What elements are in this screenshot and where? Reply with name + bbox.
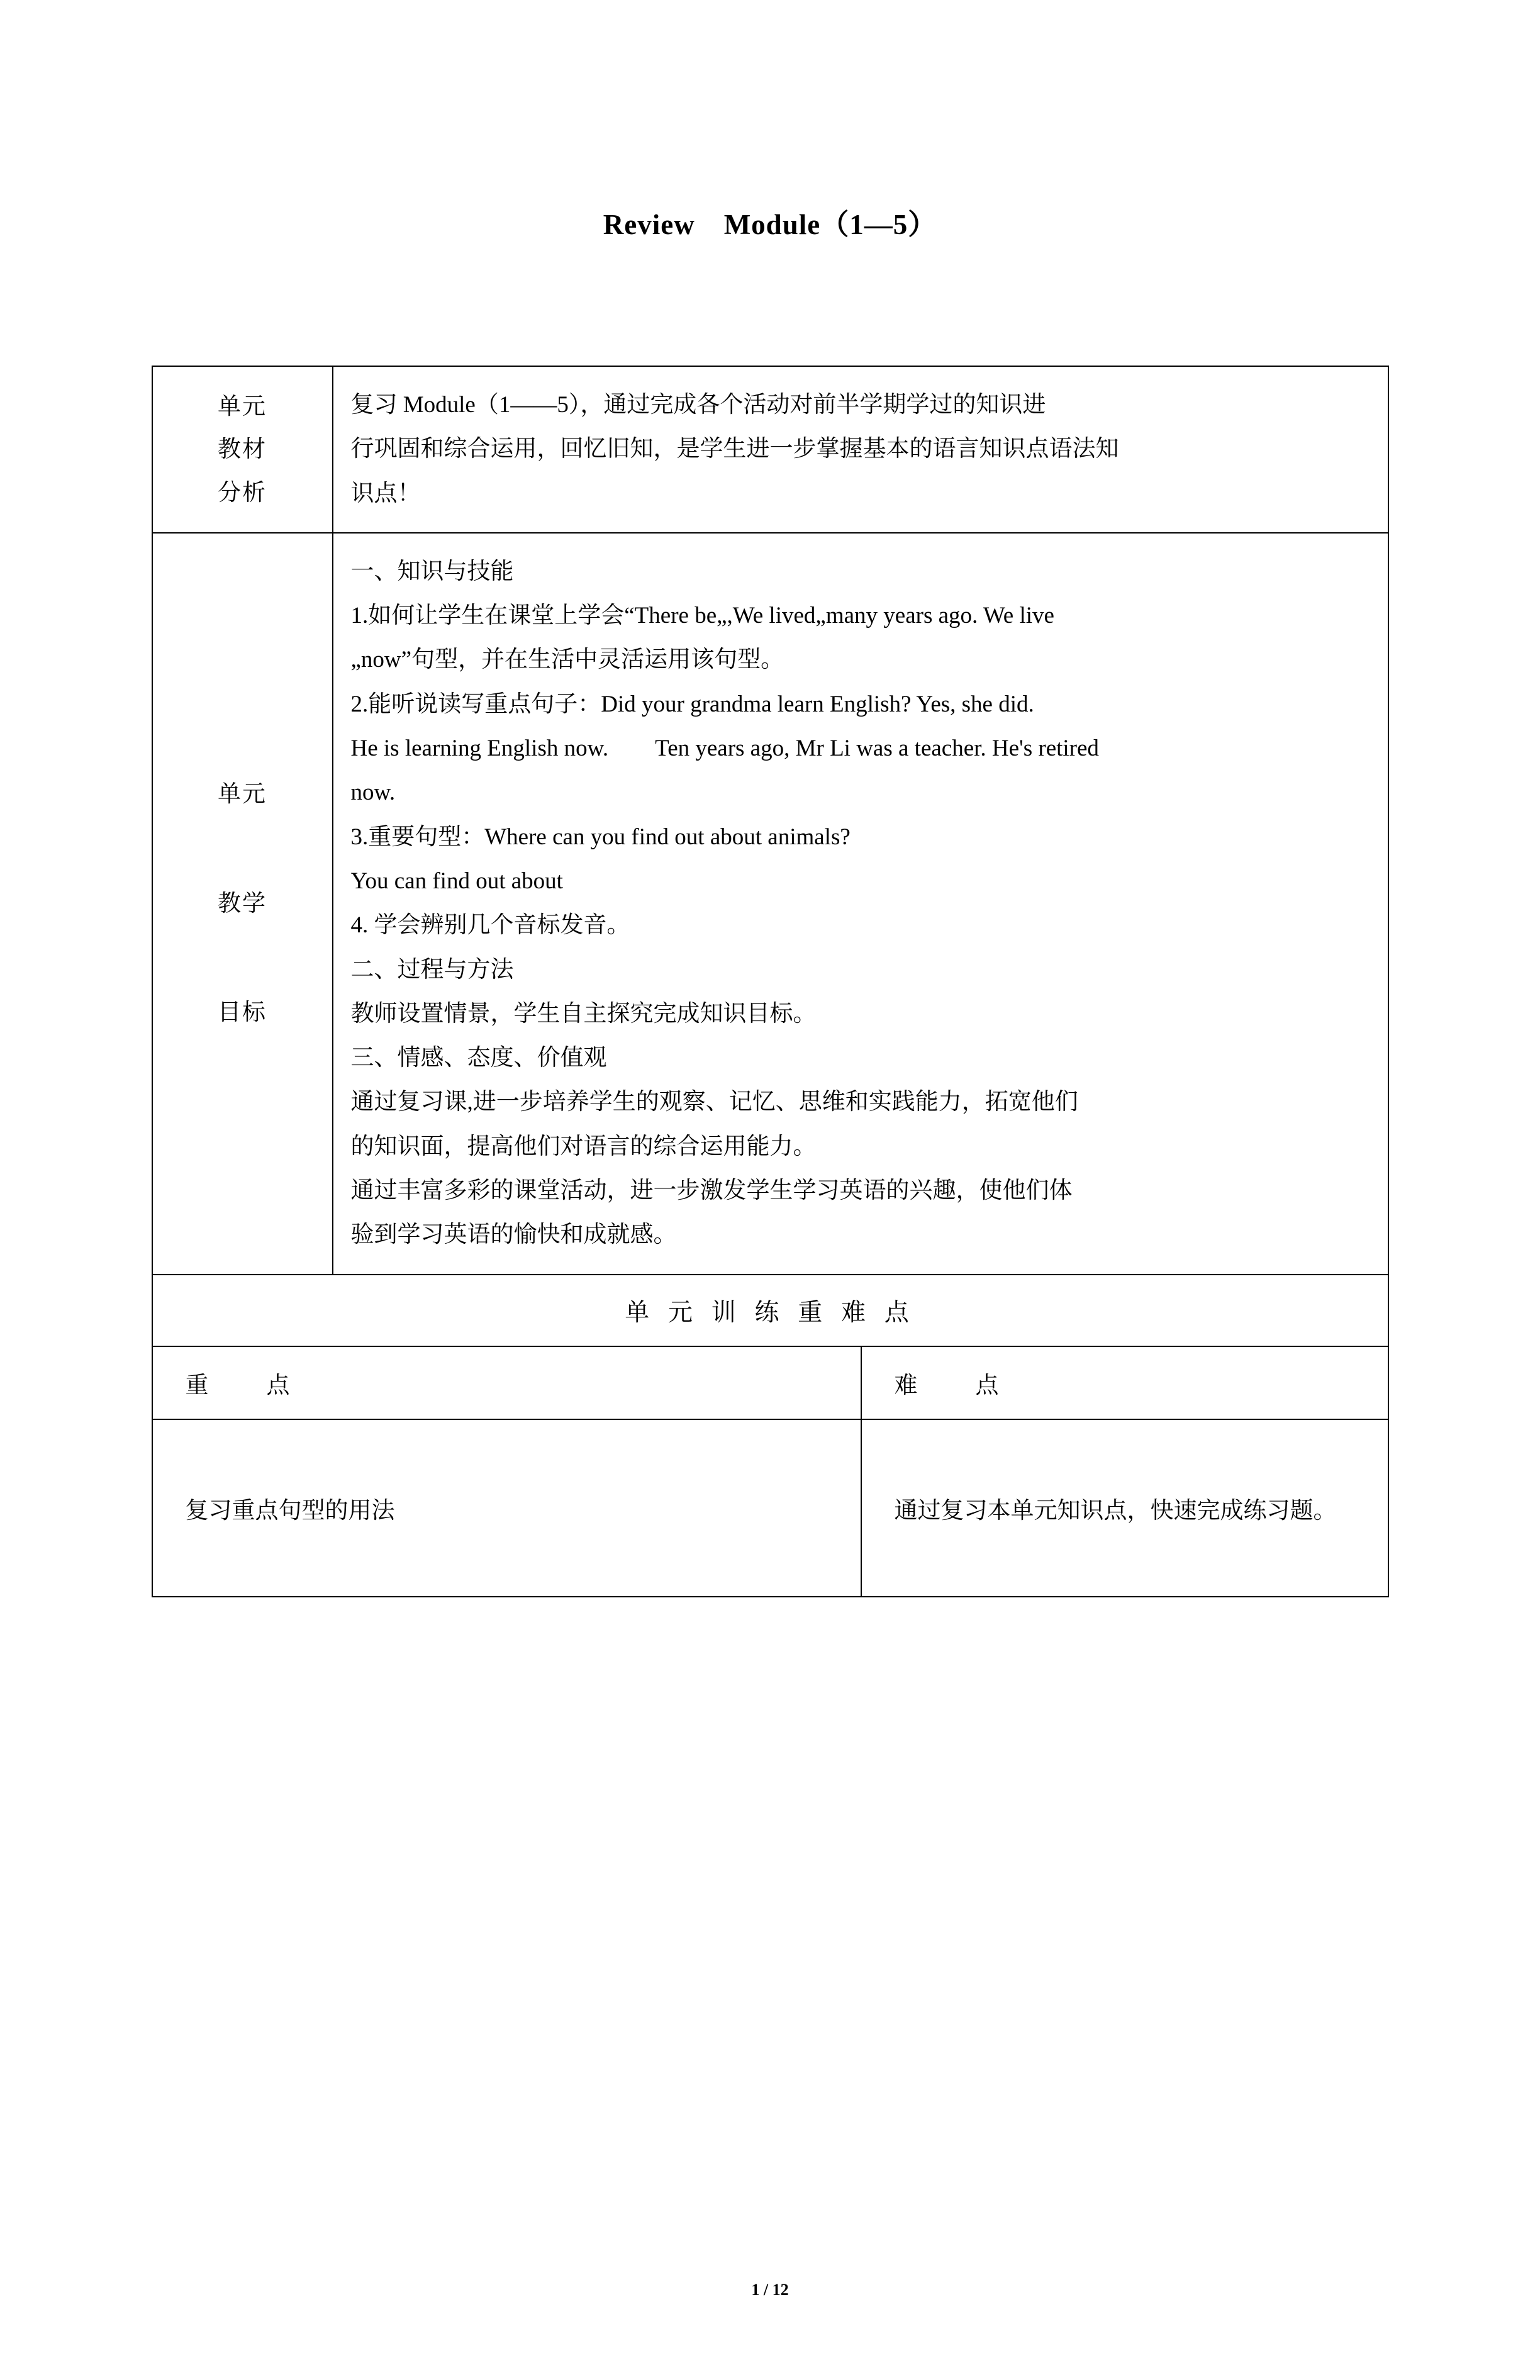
- label-line: 目标: [218, 999, 267, 1025]
- paragraph: 1.如何让学生在课堂上学会“There be„,We lived„many years ago. We live: [350, 603, 1054, 629]
- paragraph: You can find out about: [350, 868, 563, 894]
- paragraph: 行巩固和综合运用，回忆旧知，是学生进一步掌握基本的语言知识点语法知: [350, 436, 1119, 462]
- table-row-subheaders: [152, 1346, 1388, 1419]
- paragraph: 一、知识与技能: [350, 558, 514, 584]
- paragraph: He is learning English now. Ten years ago, Mr Li was a teacher. He's retired: [350, 735, 1099, 762]
- paragraph: 教师设置情景，学生自主探究完成知识目标。: [350, 1000, 817, 1027]
- label-line: 单元: [218, 394, 267, 420]
- paragraph: 复习 Module（1——5），通过完成各个活动对前半学期学过的知识进: [350, 392, 1046, 418]
- paragraph: now.: [350, 779, 396, 806]
- paragraph: 的知识面，提高他们对语言的综合运用能力。: [350, 1133, 817, 1159]
- row-label-objectives: [152, 533, 333, 1275]
- paragraph: 通过复习课,进一步培养学生的观察、记忆、思维和实践能力，拓宽他们: [350, 1089, 1078, 1115]
- label-line: 教学: [218, 890, 267, 917]
- row-content-objectives: [333, 533, 1388, 1275]
- page-title: Review Module（1—5）: [603, 209, 937, 240]
- section-header-training-points: 单 元 训 练 重 难 点: [152, 1275, 1388, 1346]
- table-row-subbodies: [152, 1419, 1388, 1597]
- table-row-objectives: [152, 533, 1388, 1275]
- label-line: 单元: [218, 781, 267, 808]
- body-difficult-point: 通过复习本单元知识点，快速完成练习题。: [861, 1419, 1388, 1597]
- label-line: 分析: [218, 479, 267, 506]
- document-page: [0, 201, 1540, 2380]
- paragraph: 通过丰富多彩的课堂活动，进一步激发学生学习英语的兴趣，使他们体: [350, 1178, 1073, 1204]
- paragraph: „now”句型，并在生活中灵活运用该句型。: [350, 647, 784, 673]
- row-content-textbook-analysis: [333, 366, 1388, 533]
- lesson-plan-table: [152, 366, 1389, 1597]
- paragraph: 验到学习英语的愉快和成就感。: [350, 1222, 677, 1248]
- paragraph: 三、情感、态度、价值观: [350, 1045, 607, 1071]
- paragraph: 2.能听说读写重点句子：Did your grandma learn English? Yes, she did.: [350, 691, 1034, 717]
- subheader-key-point: 重 点: [152, 1346, 861, 1419]
- label-line: 教材: [218, 437, 267, 463]
- paragraph: 识点！: [350, 480, 421, 506]
- body-key-point: 复习重点句型的用法: [152, 1419, 861, 1597]
- table-row-section-header: [152, 1275, 1388, 1346]
- page-footer: 1 / 12: [751, 2281, 789, 2299]
- subheader-difficult-point: 难 点: [861, 1346, 1388, 1419]
- paragraph: 二、过程与方法: [350, 956, 514, 983]
- table-row-textbook-analysis: [152, 366, 1388, 533]
- paragraph: 4. 学会辨别几个音标发音。: [350, 912, 630, 939]
- paragraph: 3.重要句型：Where can you find out about animals?: [350, 824, 851, 850]
- row-label-textbook-analysis: [152, 366, 333, 533]
